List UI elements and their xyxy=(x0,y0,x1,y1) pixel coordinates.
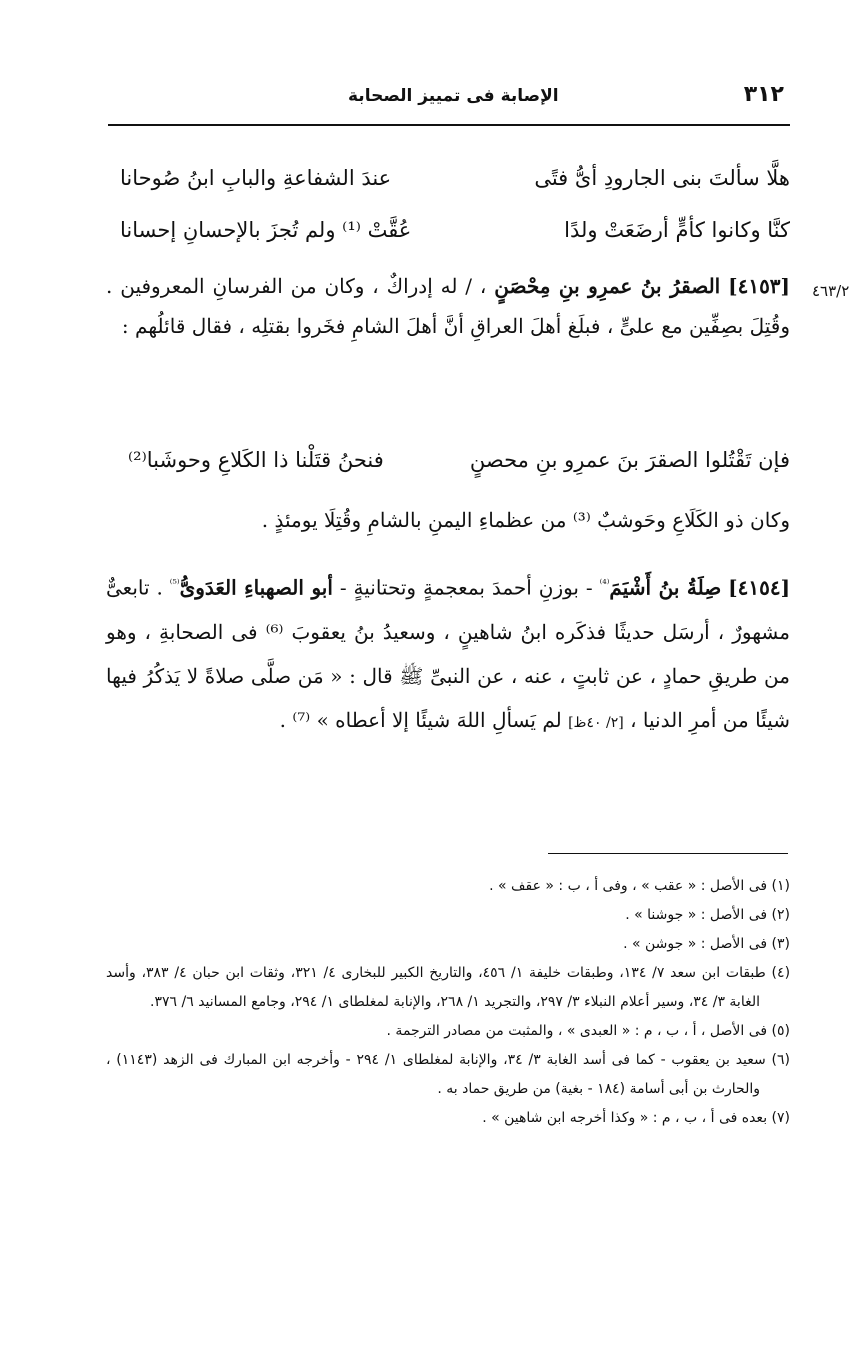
header-divider xyxy=(108,124,790,126)
page-header xyxy=(108,78,790,118)
entry-4153 xyxy=(106,266,790,346)
footnote: (٦) سعيد بن يعقوب - كما فى أسد الغابة ٣/ ٣٤، والإنابة لمغلطاى ١/ ٢٩٤ - وأخرجه ابن المبارك فى الزهد (١١٤٣) ، والحارث بن أبى أسامة (١٨٤ - بغية) من طريق حماد به . xyxy=(106,1052,790,1097)
footnote-ref: ⁽⁴⁾ xyxy=(599,577,610,590)
page-number: ٣١٢ xyxy=(743,82,784,107)
entry-name: صِلَةُ بنُ أَشْيَمَ xyxy=(609,575,722,600)
entry-text: لم يَسألِ اللهَ شيئًا إلا أعطاه » ⁽⁷⁾ . xyxy=(279,707,562,732)
footnote-divider xyxy=(548,853,788,854)
commentary-text: وكان ذو الكَلَاعِ وحَوشبٌ ⁽³⁾ من عظماءِ اليمنِ بالشامِ وقُتِلَا يومئذٍ . xyxy=(261,508,790,532)
entry-text: . تابعىٌّ مشهورٌ ، أرسَل حديثًا فذكَره ابنُ شاهينٍ ، وسعيدُ بنُ يعقوبَ ⁽⁶⁾ فى الصحابةِ ، وهو من طريقِ حمادٍ ، عن ثابتٍ ، عنه ، عن النبىِّ ﷺ قال : « مَن صلَّى صلاةً لا يَذكُرُ فيها شيئًا من أمرِ الدنيا ، xyxy=(106,575,790,732)
footnotes xyxy=(106,872,790,1133)
entry-text: ، / له إدراكٌ ، وكان من الفرسانِ المعروفين . وقُتِلَ بصِفِّين مع علىٍّ ، فبلَغ أهلَ العراقِ أنَّ أهلَ الشامِ فخَروا بقتلِه ، فقال قائلُهم : xyxy=(106,274,790,338)
folio-marker: [٢/ ٤٠ظ] xyxy=(568,714,624,731)
margin-reference: ٤٦٣/٢ xyxy=(812,282,850,300)
entry-4154 xyxy=(106,562,790,745)
poem2-commentary xyxy=(106,500,790,540)
hemistich-left: عندَ الشفاعةِ والبابِ ابنُ صُوحانا xyxy=(120,166,392,190)
entry-text: - بوزنِ أحمدَ بمعجمةٍ وتحتانيةٍ - xyxy=(339,575,593,600)
entry-number: [٤١٥٤] xyxy=(728,575,791,600)
footnote-ref: ⁽⁵⁾ xyxy=(169,577,180,590)
running-title: الإصابة فى تمييز الصحابة xyxy=(348,86,559,106)
footnote: (٤) طبقات ابن سعد ٧/ ١٣٤، وطبقات خليفة ١/ ٤٥٦، والتاريخ الكبير للبخارى ٤/ ٣٢١، وثقات ابن حبان ٤/ ٣٨٣، وأسد الغابة ٣/ ٣٤، وسير أعلام النبلاء ٣/ ٢٩٧، والتجريد ١/ ٢٦٨، والإنابة لمغلطاى ١/ ٢٩٤، وجامع المسانيد ٦/ ٣٧٦. xyxy=(106,965,791,1010)
footnote: (٧) بعده فى أ ، ب ، م : « وكذا أخرجه ابن شاهين » . xyxy=(482,1110,790,1126)
footnote: (١) فى الأصل : « عقب » ، وفى أ ، ب : « عقف » . xyxy=(489,878,790,894)
footnote: (٥) فى الأصل ، أ ، ب ، م : « العبدى » ، والمثبت من مصادر الترجمة . xyxy=(386,1023,790,1039)
entry-number: [٤١٥٣] xyxy=(728,274,791,298)
footnote: (٢) فى الأصل : « جوشنا » . xyxy=(625,907,790,923)
hemistich-right: فإن تَقْتُلوا الصقرَ بنَ عمرِو بنِ محصنٍ xyxy=(469,448,790,472)
hemistich-right: كنَّا وكانوا كأمٍّ أرضَعَتْ ولدًا xyxy=(564,218,790,242)
hemistich-left: عُقَّتْ ⁽¹⁾ ولم تُجزَ بالإحسانِ إحسانا xyxy=(120,218,412,242)
hemistich-left: فنحنُ قتَلْنا ذا الكَلاعِ وحوشَبا⁽²⁾ xyxy=(128,448,384,472)
footnote: (٣) فى الأصل : « جوشن » . xyxy=(623,936,790,952)
entry-kunya: أبو الصهباءِ العَدَوىُّ xyxy=(179,575,333,600)
hemistich-right: هلَّا سألتَ بنى الجارودِ أىُّ فتًى xyxy=(534,166,790,190)
entry-name: الصقرُ بنُ عمرِو بنِ مِحْصَنٍ xyxy=(494,274,721,298)
